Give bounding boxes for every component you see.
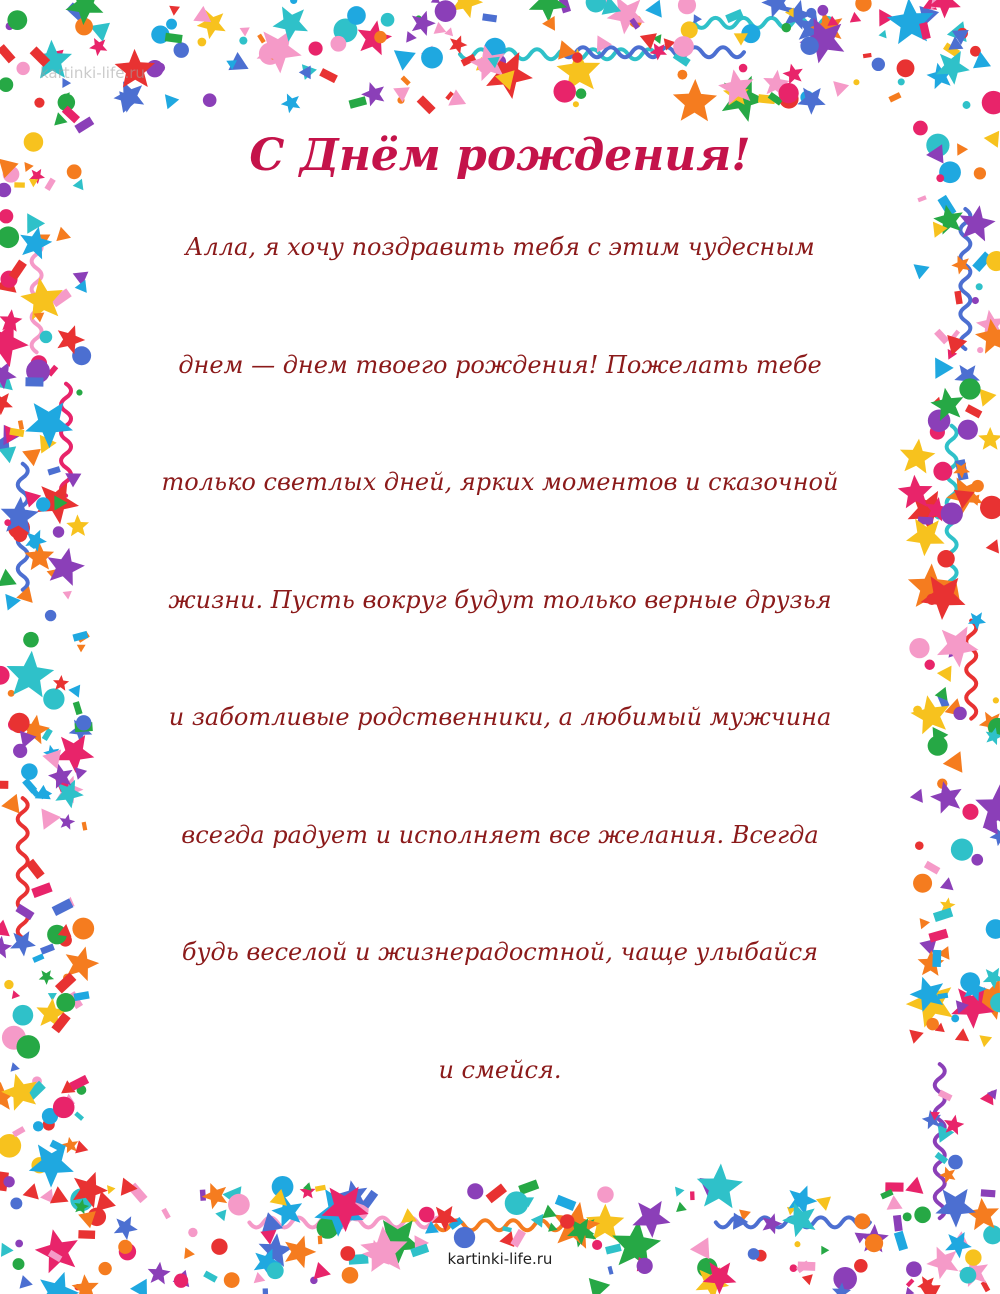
confetti-dot xyxy=(982,91,1000,114)
confetti-triangle xyxy=(802,1274,813,1285)
confetti-dot xyxy=(977,347,983,353)
confetti-triangle xyxy=(940,877,954,890)
confetti-dot xyxy=(330,36,346,52)
message-line: и смейся. xyxy=(438,1055,562,1084)
greeting-message xyxy=(100,222,900,1162)
message-line: Алла, я хочу поздравить тебя с этим чудесным xyxy=(185,233,815,261)
confetti-dot xyxy=(853,79,859,85)
confetti-diamond xyxy=(917,195,926,202)
confetti-diamond xyxy=(78,1230,95,1239)
confetti-diamond xyxy=(934,329,949,345)
confetti-dot xyxy=(976,283,983,290)
confetti-star xyxy=(930,781,962,813)
confetti-dot xyxy=(4,980,13,989)
confetti-dot xyxy=(958,420,978,440)
confetti-dot xyxy=(960,1267,977,1284)
confetti-dot xyxy=(23,632,39,648)
confetti-dot xyxy=(983,1225,1000,1244)
confetti-dot xyxy=(34,98,44,108)
confetti-dot xyxy=(45,610,56,621)
confetti-dot xyxy=(872,58,885,71)
confetti-dot xyxy=(576,88,587,99)
confetti-triangle xyxy=(0,569,17,586)
confetti-triangle xyxy=(542,1205,557,1219)
confetti-dot xyxy=(933,462,952,481)
confetti-star xyxy=(761,0,790,18)
confetti-dot xyxy=(915,841,924,850)
confetti-dot xyxy=(454,1227,475,1248)
confetti-diamond xyxy=(0,44,16,63)
confetti-dot xyxy=(0,183,11,198)
confetti-dot xyxy=(560,1214,575,1229)
confetti-dot xyxy=(0,77,13,92)
confetti-triangle xyxy=(499,1231,514,1247)
confetti-triangle xyxy=(12,990,20,999)
confetti-triangle xyxy=(63,591,72,600)
confetti-dot xyxy=(972,480,984,492)
confetti-dot xyxy=(381,13,395,27)
confetti-dot xyxy=(597,1186,614,1203)
confetti-dot xyxy=(15,1240,23,1248)
confetti-star xyxy=(0,393,13,416)
confetti-diamond xyxy=(47,466,60,475)
confetti-dot xyxy=(948,1155,963,1170)
confetti-dot xyxy=(951,839,973,861)
confetti-diamond xyxy=(257,34,266,44)
confetti-dot xyxy=(56,993,75,1012)
confetti-triangle xyxy=(434,22,447,34)
confetti-triangle xyxy=(394,50,416,70)
confetti-diamond xyxy=(52,898,74,916)
confetti-star xyxy=(40,1272,80,1294)
confetti-dot xyxy=(9,713,29,733)
confetti-diamond xyxy=(893,1215,903,1232)
confetti-dot xyxy=(421,47,443,69)
confetti-dot xyxy=(8,690,15,697)
confetti-dot xyxy=(166,19,177,30)
confetti-diamond xyxy=(32,953,44,962)
confetti-dot xyxy=(794,1241,800,1247)
confetti-dot xyxy=(4,519,11,526)
confetti-triangle xyxy=(887,1195,903,1209)
confetti-star xyxy=(7,651,55,698)
confetti-dot xyxy=(681,21,698,38)
confetti-triangle xyxy=(77,645,86,653)
confetti-dot xyxy=(980,496,1000,519)
confetti-triangle xyxy=(165,94,179,109)
confetti-triangle xyxy=(254,1272,266,1283)
confetti-star xyxy=(978,427,1000,450)
confetti-triangle xyxy=(833,81,849,97)
confetti-triangle xyxy=(75,767,87,780)
confetti-dot xyxy=(72,346,91,365)
message-line: жизни. Пусть вокруг будут только верные друзья xyxy=(168,585,832,614)
confetti-triangle xyxy=(68,685,80,698)
confetti-diamond xyxy=(31,882,52,898)
confetti-triangle xyxy=(910,789,923,803)
confetti-star xyxy=(281,94,301,114)
confetti-star xyxy=(114,81,145,112)
confetti-diamond xyxy=(315,1185,326,1192)
confetti-star xyxy=(782,1203,815,1238)
confetti-star xyxy=(673,79,717,121)
confetti-dot xyxy=(677,70,687,80)
confetti-star xyxy=(900,439,936,474)
confetti-triangle xyxy=(816,1197,831,1211)
confetti-star xyxy=(53,675,69,691)
confetti-diamond xyxy=(924,861,940,875)
confetti-dot xyxy=(739,64,748,73)
confetti-dot xyxy=(13,1005,34,1026)
confetti-dot xyxy=(926,1018,939,1031)
confetti-dot xyxy=(0,209,13,223)
confetti-diamond xyxy=(318,1236,323,1245)
confetti-star xyxy=(72,1274,99,1294)
confetti-dot xyxy=(33,1121,43,1131)
message-line: будь веселой и жизнерадостной, чаще улыбайся xyxy=(181,938,819,966)
confetti-streamer xyxy=(966,621,976,719)
confetti-triangle xyxy=(23,1183,39,1199)
confetti-dot xyxy=(817,5,828,16)
confetti-diamond xyxy=(14,182,25,187)
confetti-dot xyxy=(3,1176,14,1187)
confetti-dot xyxy=(972,297,979,304)
confetti-diamond xyxy=(482,13,497,22)
watermark-bottom: kartinki-life.ru xyxy=(447,1250,553,1268)
confetti-dot xyxy=(76,389,82,395)
confetti-star xyxy=(944,1115,964,1135)
confetti-dot xyxy=(963,101,971,109)
message-line: всегда радует и исполняет все желания. Всегда xyxy=(181,820,819,849)
confetti-diamond xyxy=(502,1226,512,1232)
confetti-dot xyxy=(953,707,966,720)
confetti-triangle xyxy=(107,1185,116,1194)
confetti-dot xyxy=(0,666,10,685)
confetti-dot xyxy=(573,101,579,107)
confetti-star xyxy=(62,1137,78,1153)
confetti-star xyxy=(60,814,76,830)
confetti-dot xyxy=(854,1213,870,1229)
message-line: только светлых дней, ярких моментов и сказочной xyxy=(161,468,839,496)
confetti-triangle xyxy=(905,1287,914,1294)
confetti-triangle xyxy=(20,1275,33,1289)
confetti-dot xyxy=(309,41,323,55)
confetti-dot xyxy=(986,919,1000,939)
confetti-dot xyxy=(435,0,457,22)
confetti-triangle xyxy=(401,1208,417,1223)
confetti-triangle xyxy=(920,918,930,929)
confetti-triangle xyxy=(905,1177,923,1194)
confetti-dot xyxy=(174,42,189,57)
confetti-dot xyxy=(553,80,575,102)
confetti-dot xyxy=(913,874,932,893)
confetti-dot xyxy=(239,37,247,45)
greeting-title: С Днём рождения! xyxy=(249,130,751,181)
confetti-diamond xyxy=(74,1111,84,1120)
confetti-triangle xyxy=(11,1062,20,1071)
confetti-diamond xyxy=(906,1278,915,1287)
confetti-dot xyxy=(993,697,999,703)
confetti-star xyxy=(10,931,36,956)
confetti-star xyxy=(529,0,567,22)
confetti-triangle xyxy=(937,666,952,682)
confetti-triangle xyxy=(675,1187,685,1197)
confetti-dot xyxy=(898,78,905,85)
confetti-dot xyxy=(224,1272,240,1288)
confetti-dot xyxy=(76,715,91,730)
confetti-diamond xyxy=(73,701,83,715)
confetti-dot xyxy=(155,63,165,73)
confetti-dot xyxy=(924,660,934,670)
confetti-triangle xyxy=(41,809,61,830)
confetti-diamond xyxy=(319,68,338,83)
confetti-diamond xyxy=(25,377,43,386)
confetti-diamond xyxy=(954,291,962,305)
message-line: днем — днем твоего рождения! Пожелать тебе xyxy=(178,350,822,379)
confetti-triangle xyxy=(169,6,180,16)
confetti-star xyxy=(48,548,85,586)
confetti-dot xyxy=(673,36,694,57)
confetti-dot xyxy=(678,0,696,14)
confetti-triangle xyxy=(215,1210,226,1222)
confetti-star xyxy=(0,936,12,959)
confetti-dot xyxy=(36,497,50,511)
confetti-star xyxy=(202,1183,228,1209)
confetti-dot xyxy=(7,10,27,30)
confetti-dot xyxy=(971,854,983,866)
confetti-dot xyxy=(347,6,366,25)
confetti-dot xyxy=(937,550,954,567)
confetti-dot xyxy=(342,1267,359,1284)
confetti-dot xyxy=(228,1194,250,1216)
confetti-dot xyxy=(21,763,38,780)
confetti-triangle xyxy=(914,264,930,279)
confetti-triangle xyxy=(56,227,71,241)
confetti-triangle xyxy=(935,358,954,379)
confetti-triangle xyxy=(850,12,861,23)
confetti-dot xyxy=(778,83,798,103)
confetti-diamond xyxy=(40,944,55,955)
confetti-star xyxy=(412,11,436,36)
confetti-dot xyxy=(986,251,1000,271)
confetti-triangle xyxy=(393,87,410,102)
confetti-triangle xyxy=(986,539,999,553)
confetti-triangle xyxy=(96,1191,116,1211)
confetti-dot xyxy=(467,1183,483,1199)
confetti-dot xyxy=(53,526,64,537)
confetti-dot xyxy=(0,226,19,248)
confetti-diamond xyxy=(18,420,24,430)
confetti-diamond xyxy=(894,1231,908,1251)
confetti-dot xyxy=(374,31,386,43)
confetti-dot xyxy=(928,736,948,756)
confetti-diamond xyxy=(400,76,410,86)
confetti-triangle xyxy=(50,1186,69,1203)
confetti-triangle xyxy=(589,1278,610,1294)
confetti-star xyxy=(24,542,54,571)
confetti-diamond xyxy=(885,1182,903,1191)
confetti-diamond xyxy=(349,96,367,109)
confetti-dot xyxy=(505,1191,529,1215)
confetti-dot xyxy=(782,23,792,33)
confetti-diamond xyxy=(965,404,982,418)
confetti-triangle xyxy=(676,1202,687,1212)
confetti-dot xyxy=(10,1197,22,1209)
confetti-dot xyxy=(592,1240,602,1250)
watermark-top: kartinki-life.ru xyxy=(40,64,145,82)
confetti-triangle xyxy=(955,1028,969,1041)
confetti-triangle xyxy=(130,1279,147,1294)
confetti-dot xyxy=(855,0,871,12)
confetti-dot xyxy=(478,59,492,73)
confetti-star xyxy=(89,38,107,56)
confetti-triangle xyxy=(1,794,19,814)
confetti-diamond xyxy=(981,1189,996,1197)
confetti-triangle xyxy=(0,446,16,463)
confetti-star xyxy=(114,1216,138,1240)
message-line: и заботливые родственники, а любимый мужчина xyxy=(168,703,832,731)
confetti-star xyxy=(935,1189,976,1228)
confetti-triangle xyxy=(909,1030,923,1044)
confetti-dot xyxy=(903,1212,912,1221)
confetti-diamond xyxy=(417,95,436,114)
confetti-triangle xyxy=(240,27,250,36)
confetti-dot xyxy=(290,0,297,4)
confetti-star xyxy=(449,35,467,54)
confetti-dot xyxy=(16,1035,40,1059)
confetti-dot xyxy=(72,918,94,940)
confetti-dot xyxy=(959,378,980,399)
confetti-dot xyxy=(800,37,818,55)
confetti-diamond xyxy=(0,781,8,789)
confetti-dot xyxy=(909,638,929,658)
confetti-triangle xyxy=(943,751,963,773)
confetti-dot xyxy=(40,331,53,344)
confetti-triangle xyxy=(406,31,417,42)
confetti-star xyxy=(273,7,309,42)
confetti-diamond xyxy=(203,1271,218,1283)
confetti-star xyxy=(939,1167,955,1184)
confetti-diamond xyxy=(73,991,89,1001)
confetti-diamond xyxy=(161,1208,170,1219)
confetti-dot xyxy=(53,1097,75,1119)
confetti-diamond xyxy=(165,33,183,44)
confetti-dot xyxy=(897,59,915,77)
confetti-dot xyxy=(806,8,816,18)
confetti-dot xyxy=(914,1206,931,1223)
confetti-diamond xyxy=(555,1195,577,1211)
confetti-star xyxy=(66,514,89,536)
confetti-triangle xyxy=(980,389,997,407)
confetti-dot xyxy=(951,1014,959,1022)
confetti-dot xyxy=(572,52,583,63)
confetti-diamond xyxy=(82,822,88,831)
confetti-star xyxy=(797,88,825,115)
confetti-star xyxy=(966,1198,999,1230)
confetti-triangle xyxy=(879,30,887,39)
confetti-diamond xyxy=(263,1288,269,1294)
confetti-dot xyxy=(188,1228,197,1237)
confetti-dot xyxy=(16,62,29,75)
confetti-dot xyxy=(203,93,217,107)
confetti-dot xyxy=(43,688,64,709)
confetti-star xyxy=(39,970,54,985)
confetti-dot xyxy=(962,804,978,820)
confetti-dot xyxy=(586,0,606,12)
confetti-diamond xyxy=(690,1191,695,1200)
confetti-triangle xyxy=(431,0,440,3)
confetti-diamond xyxy=(888,92,901,102)
confetti-triangle xyxy=(0,920,10,937)
confetti-triangle xyxy=(694,14,703,24)
confetti-triangle xyxy=(645,0,662,18)
confetti-dot xyxy=(0,1134,21,1158)
confetti-dot xyxy=(833,1267,857,1291)
confetti-diamond xyxy=(932,950,941,967)
confetti-dot xyxy=(198,38,207,47)
confetti-dot xyxy=(941,503,963,525)
confetti-triangle xyxy=(979,1035,992,1047)
confetti-diamond xyxy=(928,929,948,943)
confetti-diamond xyxy=(863,53,872,58)
confetti-dot xyxy=(419,1207,435,1223)
confetti-dot xyxy=(174,1274,188,1288)
confetti-diamond xyxy=(486,1184,507,1204)
confetti-star xyxy=(55,735,94,773)
